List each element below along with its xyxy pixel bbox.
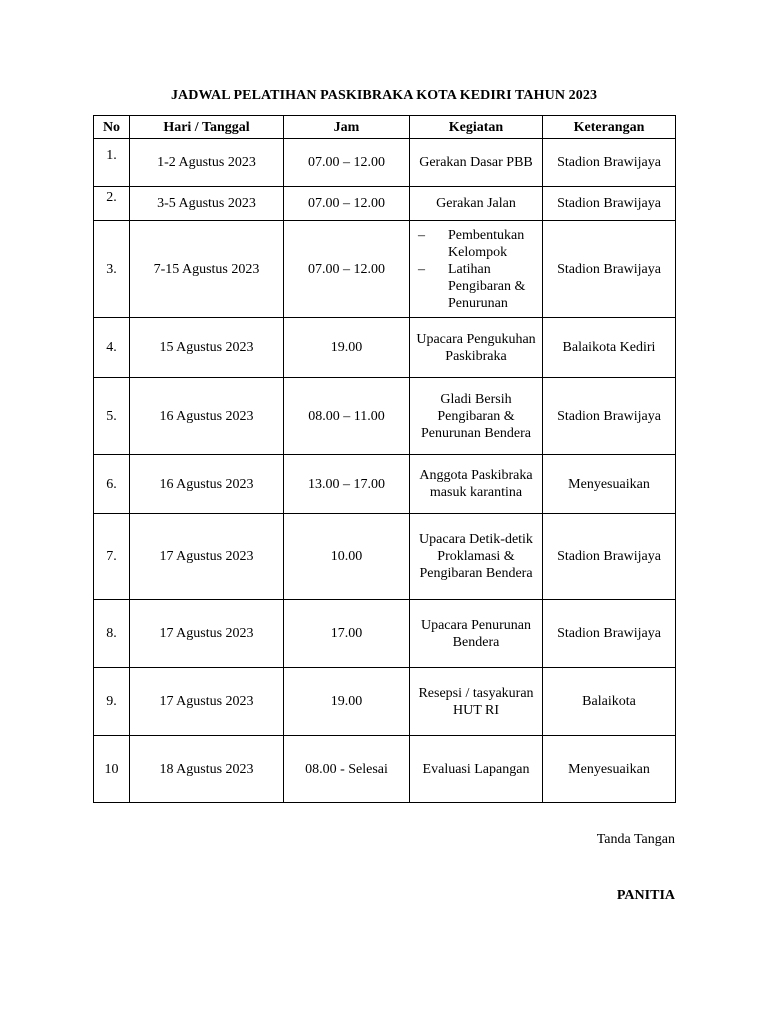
row-activity <box>410 221 543 318</box>
list-item <box>418 261 538 312</box>
row-note: Menyesuaikan <box>543 736 676 803</box>
row-number: 1. <box>94 139 130 187</box>
header-no: No <box>94 116 130 139</box>
row-number: 6. <box>94 455 130 514</box>
row-date: 1-2 Agustus 2023 <box>130 139 284 187</box>
row-date: 17 Agustus 2023 <box>130 514 284 600</box>
row-number: 5. <box>94 378 130 455</box>
row-note: Stadion Brawijaya <box>543 139 676 187</box>
row-activity: Gladi Bersih Pengibaran & Penurunan Bendera <box>410 378 543 455</box>
table-row <box>94 736 676 803</box>
row-note: Stadion Brawijaya <box>543 514 676 600</box>
table-row <box>94 600 676 668</box>
table-row <box>94 514 676 600</box>
row-time: 19.00 <box>284 318 410 378</box>
table-row <box>94 668 676 736</box>
header-time: Jam <box>284 116 410 139</box>
row-note: Balaikota <box>543 668 676 736</box>
committee-label: PANITIA <box>616 888 675 903</box>
row-number: 3. <box>94 221 130 318</box>
row-note: Stadion Brawijaya <box>543 378 676 455</box>
row-activity: Gerakan Dasar PBB <box>410 139 543 187</box>
row-time: 17.00 <box>284 600 410 668</box>
row-date: 7-15 Agustus 2023 <box>130 221 284 318</box>
activity-list <box>414 227 538 312</box>
row-time: 07.00 – 12.00 <box>284 221 410 318</box>
row-date: 15 Agustus 2023 <box>130 318 284 378</box>
row-note: Stadion Brawijaya <box>543 221 676 318</box>
table-row <box>94 221 676 318</box>
row-date: 17 Agustus 2023 <box>130 668 284 736</box>
row-note: Stadion Brawijaya <box>543 600 676 668</box>
signature-label: Tanda Tangan <box>596 832 675 847</box>
row-activity: Resepsi / tasyakuran HUT RI <box>410 668 543 736</box>
row-date: 3-5 Agustus 2023 <box>130 187 284 221</box>
row-number: 8. <box>94 600 130 668</box>
row-time: 08.00 - Selesai <box>284 736 410 803</box>
row-activity: Anggota Paskibraka masuk karantina <box>410 455 543 514</box>
table-row <box>94 318 676 378</box>
table-header-row <box>94 116 676 139</box>
row-note: Stadion Brawijaya <box>543 187 676 221</box>
row-activity: Gerakan Jalan <box>410 187 543 221</box>
row-note: Menyesuaikan <box>543 455 676 514</box>
table-row <box>94 455 676 514</box>
row-number: 9. <box>94 668 130 736</box>
row-activity: Upacara Detik-detik Proklamasi & Pengibaran Bendera <box>410 514 543 600</box>
dash-bullet: – <box>418 261 425 277</box>
list-item <box>418 227 538 261</box>
table-row <box>94 139 676 187</box>
row-time: 10.00 <box>284 514 410 600</box>
header-activity: Kegiatan <box>410 116 543 139</box>
row-number: 2. <box>94 187 130 221</box>
list-item-text: Pembentukan Kelompok <box>448 227 525 260</box>
row-number: 4. <box>94 318 130 378</box>
row-time: 07.00 – 12.00 <box>284 187 410 221</box>
list-item-text: Latihan Pengibaran & Penurunan <box>448 261 526 311</box>
row-note: Balaikota Kediri <box>543 318 676 378</box>
schedule-table <box>93 115 676 803</box>
row-time: 13.00 – 17.00 <box>284 455 410 514</box>
table-row <box>94 187 676 221</box>
row-date: 16 Agustus 2023 <box>130 455 284 514</box>
row-number: 10 <box>94 736 130 803</box>
row-time: 08.00 – 11.00 <box>284 378 410 455</box>
row-activity: Upacara Pengukuhan Paskibraka <box>410 318 543 378</box>
table-row <box>94 378 676 455</box>
page-title: JADWAL PELATIHAN PASKIBRAKA KOTA KEDIRI TAHUN 2023 <box>170 88 598 103</box>
row-date: 18 Agustus 2023 <box>130 736 284 803</box>
row-number: 7. <box>94 514 130 600</box>
row-time: 07.00 – 12.00 <box>284 139 410 187</box>
row-activity: Upacara Penurunan Bendera <box>410 600 543 668</box>
row-time: 19.00 <box>284 668 410 736</box>
row-date: 16 Agustus 2023 <box>130 378 284 455</box>
header-date: Hari / Tanggal <box>130 116 284 139</box>
dash-bullet: – <box>418 227 425 243</box>
row-activity: Evaluasi Lapangan <box>410 736 543 803</box>
header-note: Keterangan <box>543 116 676 139</box>
row-date: 17 Agustus 2023 <box>130 600 284 668</box>
